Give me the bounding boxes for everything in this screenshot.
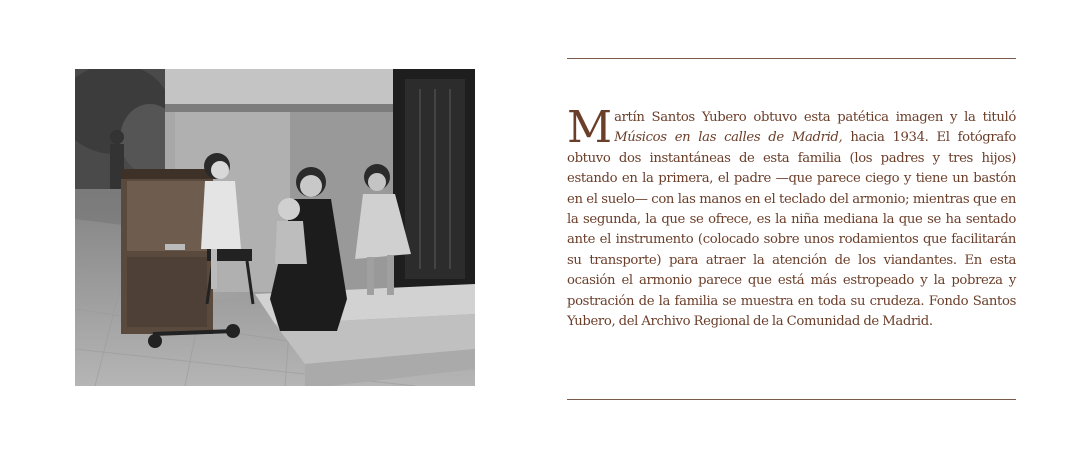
photo-title: Músicos en las calles de Madrid,	[614, 130, 843, 146]
top-rule	[567, 58, 1016, 59]
caption-text-part1: artín Santos Yubero obtuvo esta patética imagen y la tituló	[614, 110, 1016, 125]
photo-illustration	[75, 69, 475, 386]
drop-cap: M	[567, 102, 613, 153]
caption-text-part2: hacia 1934. El fotógrafo obtuvo dos instantáneas de esta familia (los padres y tres hijos) estando en la primera, el padre —que parece ciego y tiene un bastón en el suelo— con las manos en el teclado del armonio; mientras que en la segunda, la que se ofrece, es la niña mediana la que se ha sentado ante el instrumento (colocado sobre unos rodamientos que facilitarán su transporte) para atraer la atención de los viandantes. En esta ocasión el armonio parece que está más estropeado y la pobreza y postración de la familia se muestra en toda su crudeza. Fondo Santos Yubero, del Archivo Regional de la Comunidad de Madrid.	[567, 130, 1016, 330]
street-musicians-photo	[75, 69, 475, 386]
bottom-rule	[567, 399, 1016, 400]
caption-paragraph	[567, 102, 1016, 332]
